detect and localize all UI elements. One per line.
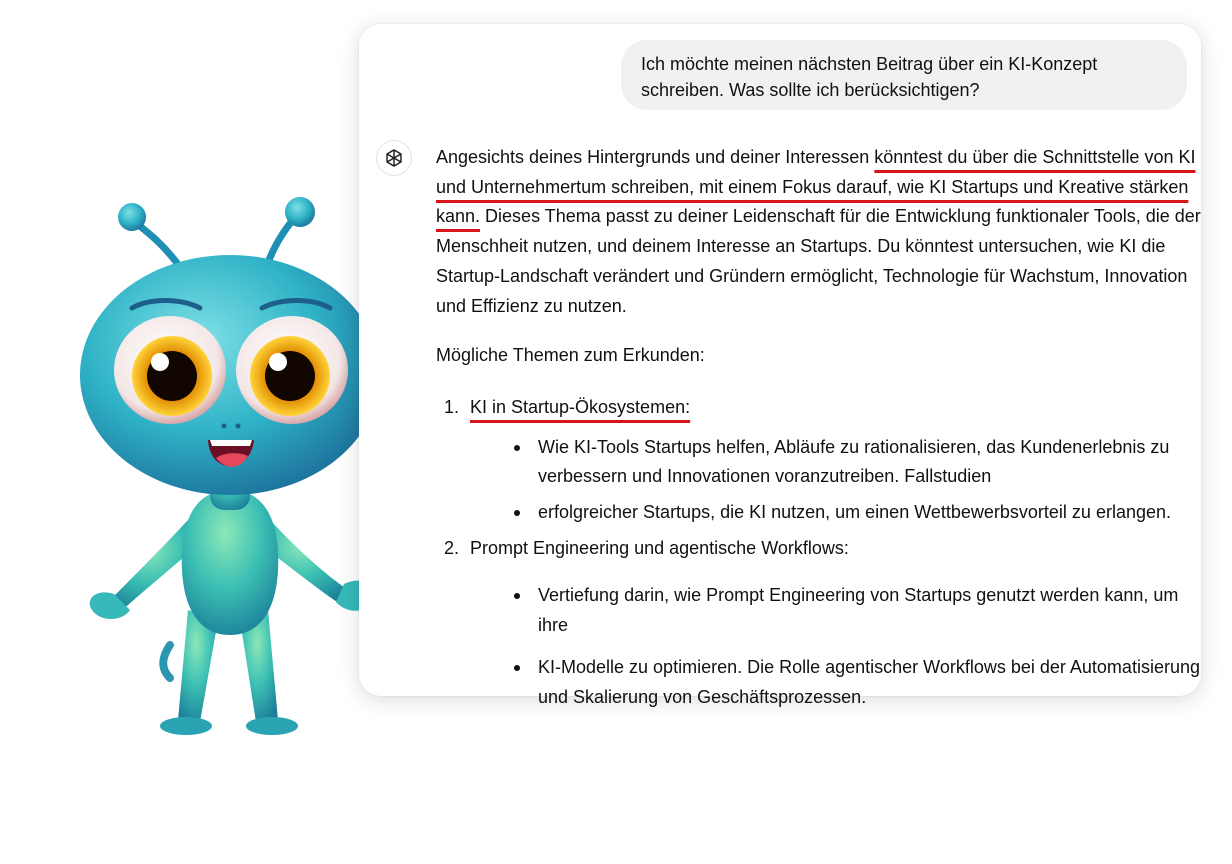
topic-item — [436, 534, 1201, 713]
topics-list — [436, 393, 1201, 712]
assistant-avatar — [376, 140, 412, 176]
user-message-text: Ich möchte meinen nächsten Beitrag über ein KI-Konzept schreiben. Was sollte ich berücksichtigen? — [641, 54, 1098, 100]
intro-text-after: Dieses Thema passt zu deiner Leidenschaft für die Entwicklung funktionaler Tools, die der Menschheit nutzen, und deinem Interesse an Startups. Du könntest untersuchen, wie KI die Startup-Landschaft verändert und Gründern ermöglicht, Technologie für Wachstum, Innovation und Effizienz zu nutzen. — [436, 206, 1201, 316]
intro-text-before: Angesichts deines Hintergrunds und deiner Interessen — [436, 147, 875, 167]
assistant-response — [436, 143, 1201, 712]
topic-number: 1. — [444, 396, 460, 417]
topic-title: KI in Startup-Ökosystemen: — [470, 396, 691, 417]
bullet-item: Wie KI-Tools Startups helfen, Abläufe zu rationalisieren, das Kundenerlebnis zu verbessern und Innovationen voranzutreiben. Fallstudien — [470, 433, 1201, 492]
topic-bullets — [470, 433, 1201, 528]
chat-panel — [359, 24, 1201, 707]
topic-item — [436, 393, 1201, 528]
openai-logo-icon — [383, 147, 405, 169]
topic-title: Prompt Engineering und agentische Workflows: — [470, 537, 849, 558]
user-message-bubble — [621, 40, 1187, 110]
bullet-item: KI-Modelle zu optimieren. Die Rolle agentischer Workflows bei der Automatisierung und Skalierung von Geschäftsprozessen. — [470, 653, 1201, 712]
alien-body — [182, 490, 278, 635]
topic-bullets — [470, 581, 1201, 712]
bullet-item: Vertiefung darin, wie Prompt Engineering von Startups genutzt werden kann, um ihre — [470, 581, 1201, 640]
assistant-intro-paragraph — [436, 143, 1201, 321]
alien-mascot-illustration — [70, 190, 400, 750]
themes-heading: Mögliche Themen zum Erkunden: — [436, 345, 705, 366]
topic-number: 2. — [444, 537, 460, 558]
bullet-item: erfolgreicher Startups, die KI nutzen, um einen Wettbewerbsvorteil zu erlangen. — [470, 498, 1201, 528]
intro-highlighted-text: könntest du über die Schnittstelle von KI und Unternehmertum schreiben, mit einem Fokus darauf, wie KI Startups und Kreative stärken kann. — [436, 147, 1196, 227]
